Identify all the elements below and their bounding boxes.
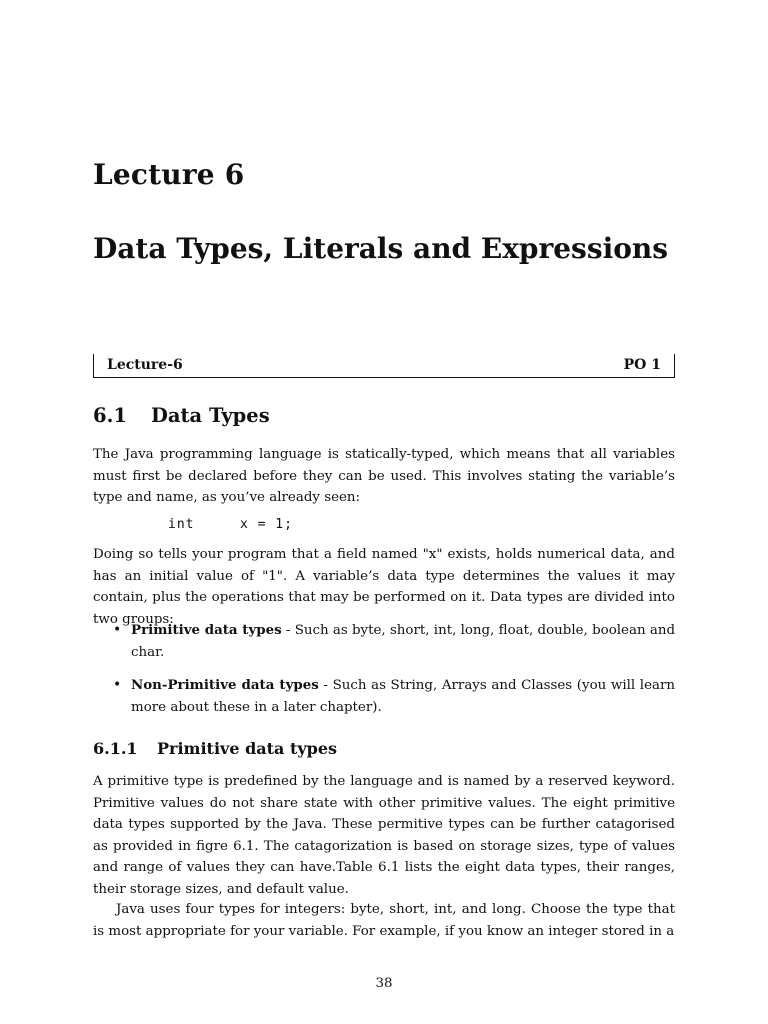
lecture-info-box [93,354,675,378]
list-item-term: Primitive data types [131,622,282,638]
section-title: Data Types [151,404,270,427]
lecture-info-right: PO 1 [623,357,661,373]
section-intro-paragraph: The Java programming language is statically-typed, which means that all variables must first be declared before they can be used. This involves stating the variable’s type and name, as you’ve already seen: [93,447,675,505]
list-item [93,675,675,718]
list-item [93,620,675,663]
list-item-term: Non-Primitive data types [131,677,319,693]
chapter-label: Lecture 6 [93,158,245,191]
lecture-info-left: Lecture-6 [107,357,183,373]
section-after-code-paragraph: Doing so tells your program that a field named "x" exists, holds numerical data, and has an initial value of "1". A variable’s data type determines the values it may contain, plus the operations that may be performed on it. Data types are divided into two groups: [93,547,675,627]
section-number: 6.1 [93,404,127,427]
subsection-title: Primitive data types [157,739,338,758]
code-example [168,517,293,532]
section-heading [93,404,270,427]
subsection-paragraph-1: A primitive type is predefined by the language and is named by a reserved keyword. Primitive values do not share state with other primitive values. The eight primitive data types supported by the Java. These permitive types can be further catagorised as provided in figre 6.1. The catagorization is based on storage sizes, type of values and range of values they can have.Table 6.1 lists the eight data types, their ranges, their storage sizes, and default value. [93,774,675,897]
subsection-heading [93,739,337,758]
code-type-keyword: int [168,517,195,532]
list-item-text: - Such as byte, short, int, long, float, double, boolean and char. [131,623,676,660]
code-statement: x = 1; [240,517,293,532]
list-item-text: - Such as String, Arrays and Classes (you will learn more about these in a later chapter). [131,678,675,715]
data-type-groups-list [93,620,675,718]
chapter-title: Data Types, Literals and Expressions [93,232,669,265]
subsection-number: 6.1.1 [93,739,138,758]
subsection-paragraph-2: Java uses four types for integers: byte, short, int, and long. Choose the type that is most appropriate for your variable. For example, if you know an integer stored in a [93,902,675,939]
page-number: 38 [375,976,393,991]
